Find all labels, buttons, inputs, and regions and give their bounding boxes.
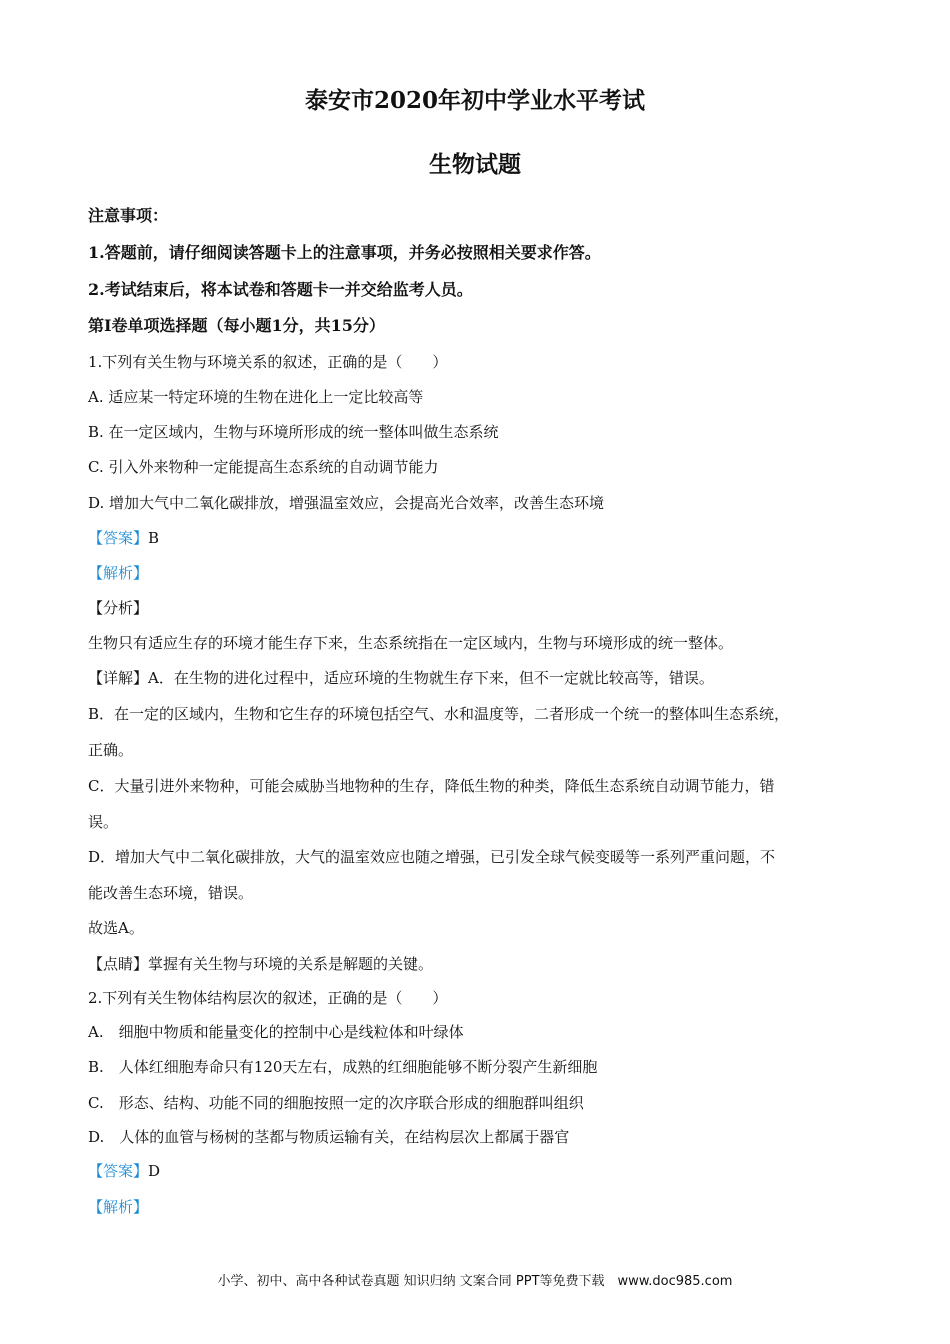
answer-tag: 【答案】 [88,529,149,547]
question-1-choose: 故选A。 [88,919,144,937]
detail-tag: 【详解】 [88,669,149,687]
answer-tag: 【答案】 [88,1162,149,1180]
question-1-analysis-tag: 【解析】 [88,564,149,582]
question-1-detail-c-cont: 误。 [88,813,119,831]
question-2-answer [88,1161,160,1181]
question-1-detail-d-cont: 能改善生态环境，错误。 [88,884,254,902]
question-1-detail-d: D．增加大气中二氧化碳排放，大气的温室效应也随之增强，已引发全球气候变暖等一系列严重问题，不 [88,848,776,866]
question-2-option-a: A. 细胞中物质和能量变化的控制中心是线粒体和叶绿体 [88,1023,464,1041]
question-1-option-d: D. 增加大气中二氧化碳排放，增强温室效应，会提高光合效率，改善生态环境 [88,494,605,512]
question-1-option-b: B. 在一定区域内，生物与环境所形成的统一整体叫做生态系统 [88,423,499,441]
tip-tag: 【点睛】 [88,955,149,973]
notice-heading: 注意事项： [88,206,169,225]
notice-item-1: 1.答题前，请仔细阅读答题卡上的注意事项，并务必按照相关要求作答。 [88,243,601,262]
section-heading: 第Ⅰ卷单项选择题（每小题1分，共15分） [88,316,385,335]
page-subtitle: 生物试题 [429,151,521,178]
question-1-detail-c: C．大量引进外来物种，可能会威胁当地物种的生存，降低生物的种类，降低生态系统自动调节能力，错 [88,777,775,795]
question-2-analysis-tag: 【解析】 [88,1198,149,1216]
answer-value: D [148,1162,161,1180]
question-2-option-b: B. 人体红细胞寿命只有120天左右，成熟的红细胞能够不断分裂产生新细胞 [88,1058,598,1076]
question-1-detail-b: B．在一定的区域内，生物和它生存的环境包括空气、水和温度等，二者形成一个统一的整体叫生态系统， [88,705,790,723]
question-2-stem: 2.下列有关生物体结构层次的叙述，正确的是（ ） [88,989,448,1007]
page-title: 泰安市2020年初中学业水平考试 [304,87,645,114]
question-1-detail-b-cont: 正确。 [88,741,134,759]
question-1-answer [88,528,159,548]
question-1-option-c: C. 引入外来物种一定能提高生态系统的自动调节能力 [88,458,439,476]
question-1-tip: 【点睛】掌握有关生物与环境的关系是解题的关键。 [88,955,434,973]
notice-item-2: 2.考试结束后，将本试卷和答题卡一并交给监考人员。 [88,280,473,299]
question-2-option-d: D. 人体的血管与杨树的茎都与物质运输有关，在结构层次上都属于器官 [88,1128,570,1146]
page-footer: 小学、初中、高中各种试卷真题 知识归纳 文案合同 PPT等免费下载 www.doc985.com [217,1274,733,1289]
question-1-stem: 1.下列有关生物与环境关系的叙述，正确的是（ ） [88,353,448,371]
question-1-detail-a: 【详解】A．在生物的进化过程中，适应环境的生物就生存下来，但不一定就比较高等，错误。 [88,669,714,687]
question-1-fenxi: 生物只有适应生存的环境才能生存下来，生态系统指在一定区域内，生物与环境形成的统一整体。 [88,634,734,652]
question-1-option-a: A. 适应某一特定环境的生物在进化上一定比较高等 [88,388,424,406]
question-1-fenxi-tag: 【分析】 [88,599,149,617]
question-2-option-c: C. 形态、结构、功能不同的细胞按照一定的次序联合形成的细胞群叫组织 [88,1094,584,1112]
answer-value: B [148,529,160,547]
